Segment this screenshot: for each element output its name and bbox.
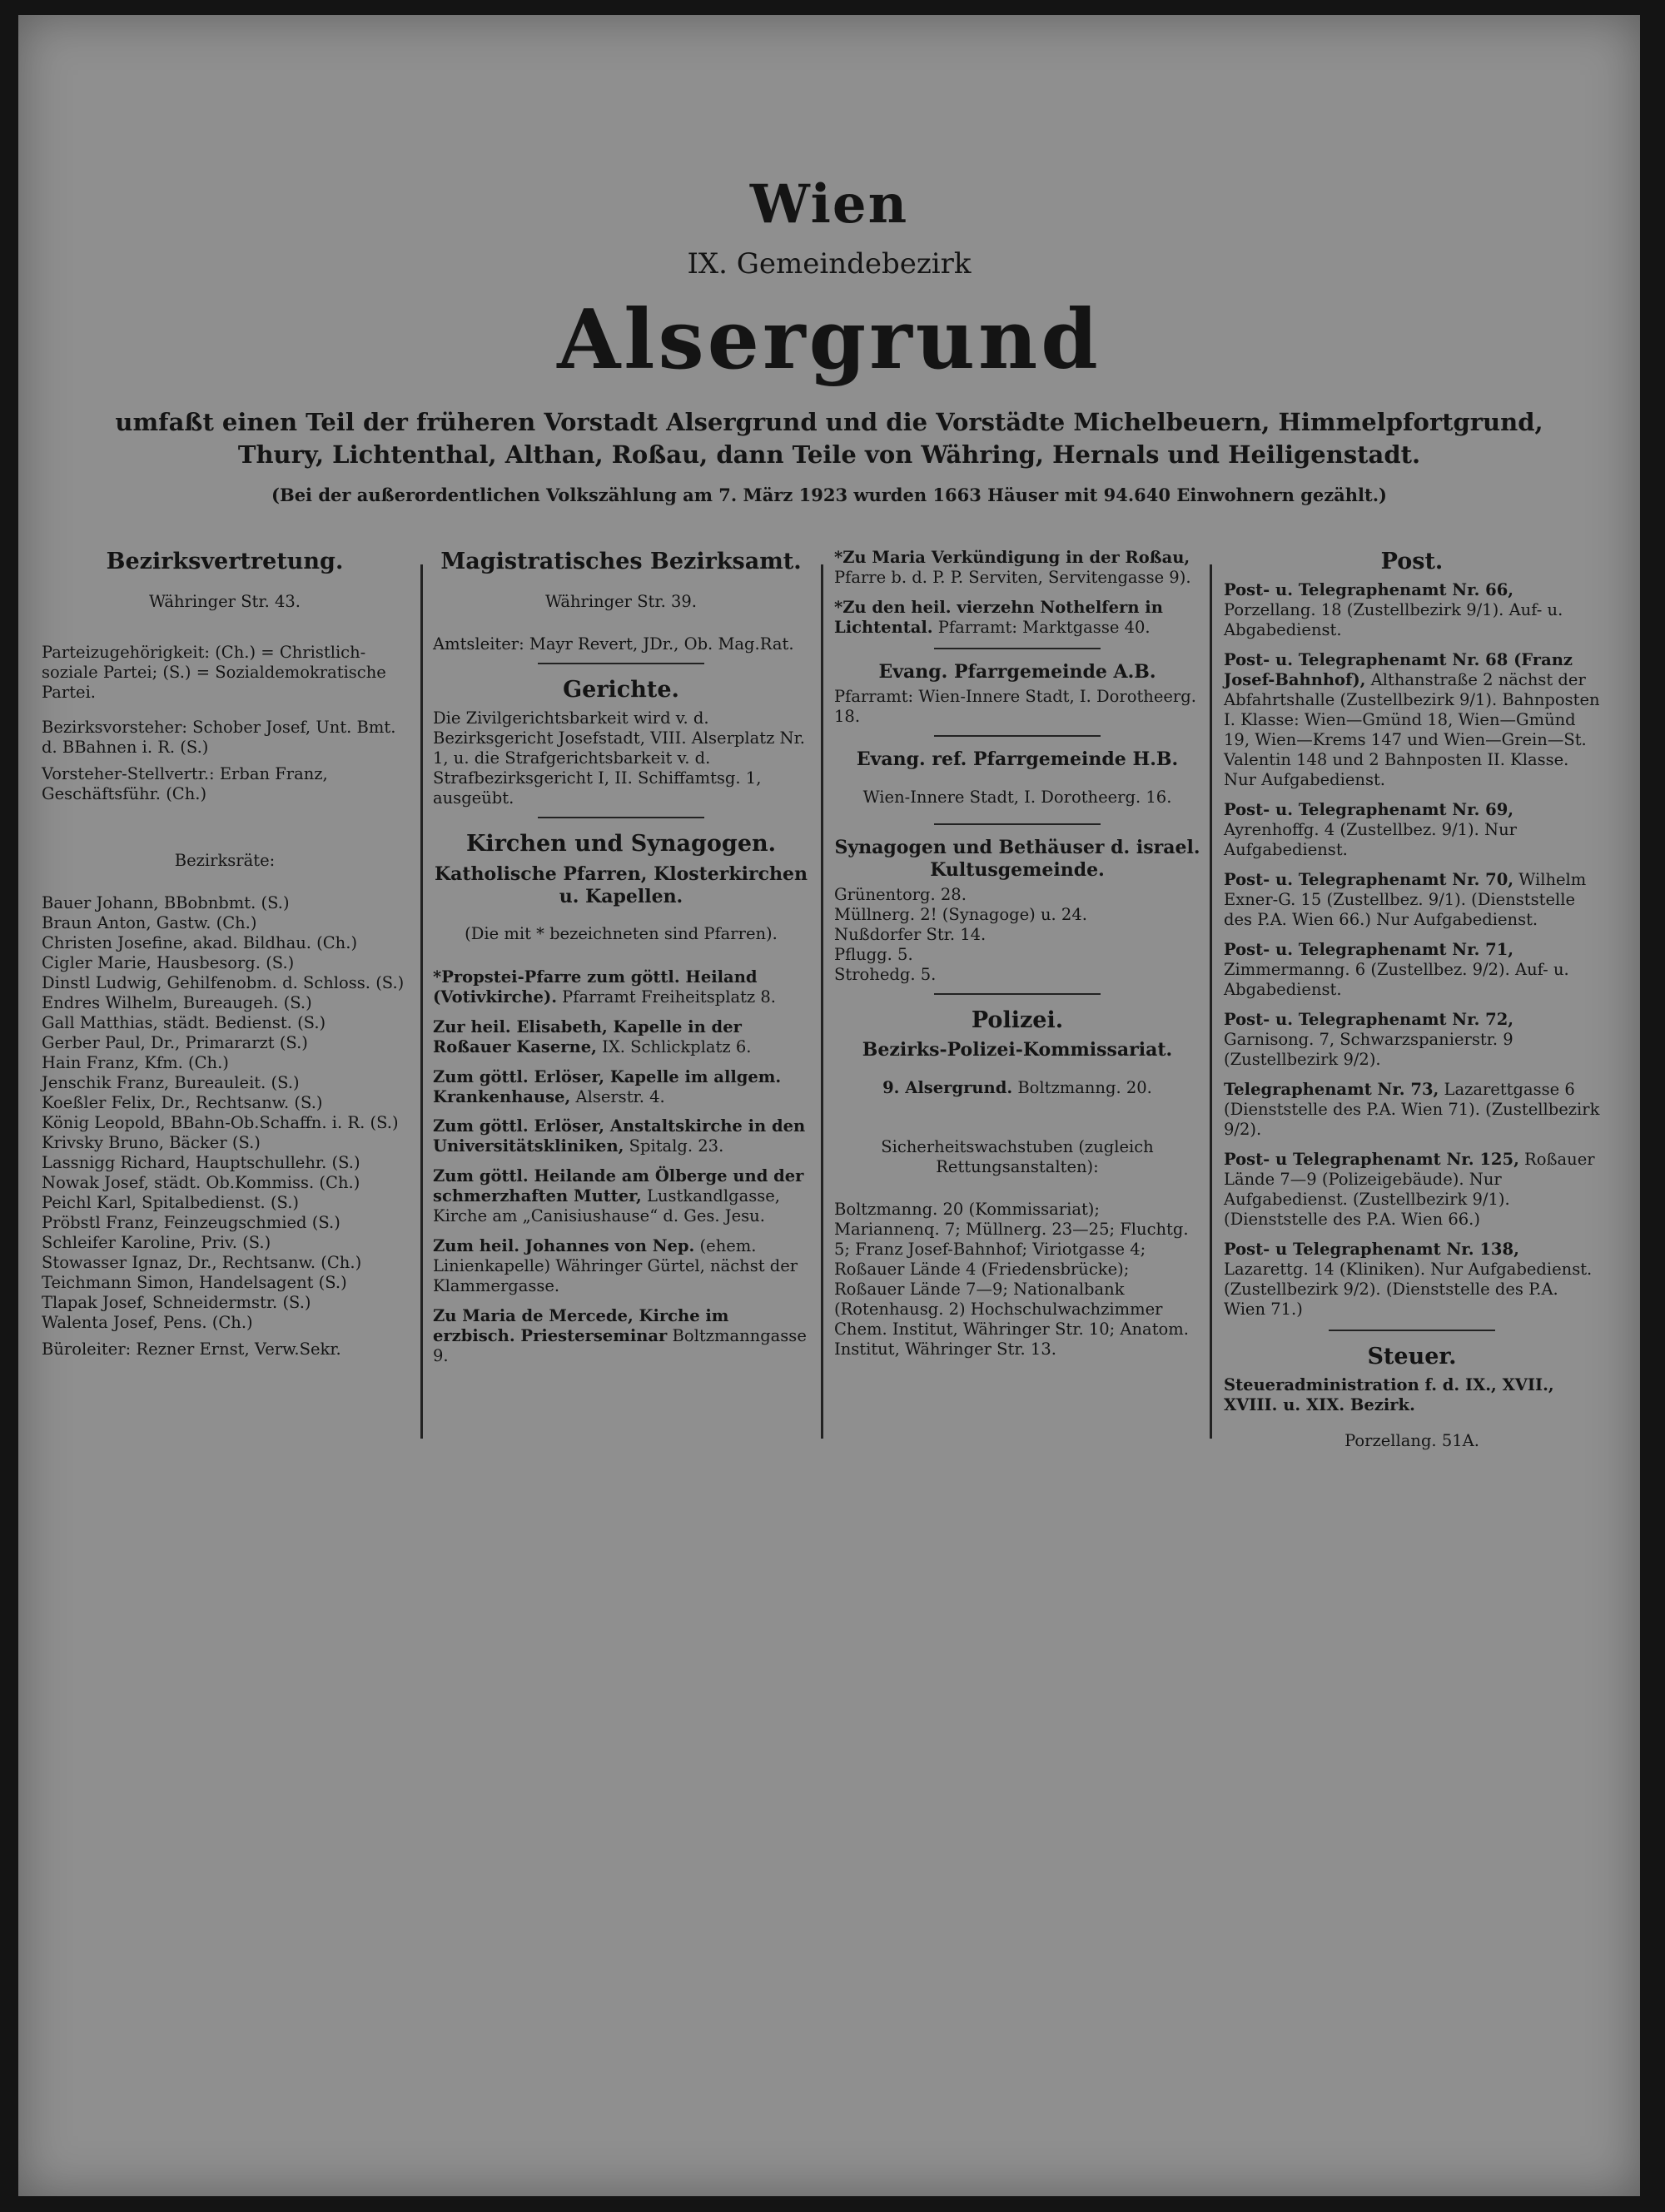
entry-details: Roßauer Lände 7—9 (Polizeigebäude). Nur Aufgabedienst. (Zustellbezirk 9/1). (Dienststelle des P.A. Wien 66.)	[1224, 1149, 1595, 1229]
council-member: Gall Matthias, städt. Bedienst. (S.)	[42, 1012, 326, 1032]
evang-ab-text: Pfarramt: Wien-Innere Stadt, I. Dorotheerg. 18.	[834, 686, 1196, 726]
section-title: Bezirksvertretung.	[106, 549, 344, 574]
council-member: Koeßler Felix, Dr., Rechtsanw. (S.)	[42, 1092, 323, 1112]
entry-details: Lazarettgasse 6 (Dienststelle des P.A. Wien 71). (Zustellbezirk 9/2).	[1224, 1079, 1600, 1139]
council-member: Bauer Johann, BBobnbmt. (S.)	[42, 893, 290, 913]
entry-details: Pfarramt: Marktgasse 40.	[932, 617, 1151, 637]
church-entry	[834, 598, 1200, 638]
church-entry	[433, 967, 809, 1007]
entry-details: Lustkandlgasse, Kirche am „Canisiushause“ d. Ges. Jesu.	[433, 1186, 780, 1226]
synagogue-address: Grünentorg. 28.	[834, 885, 967, 905]
post-office-entry	[1224, 650, 1600, 790]
district-name: Alsergrund	[557, 292, 1101, 388]
column-divider	[420, 564, 423, 1439]
post-office-entry	[1224, 1240, 1600, 1320]
entry-name: Zu Maria de Mercede, Kirche im erzbisch. Priesterseminar	[433, 1306, 729, 1346]
church-entry	[433, 1236, 809, 1296]
section-title: Gerichte.	[563, 677, 679, 703]
entry-details: Garnisong. 7, Schwarzspanierstr. 9 (Zustellbezirk 9/2).	[1224, 1029, 1513, 1069]
church-list-continued	[834, 548, 1200, 638]
entry-details: (ehem. Linienkapelle) Währinger Gürtel, nächst der Klammergasse.	[433, 1236, 798, 1296]
church-entry	[433, 1306, 809, 1366]
column-district-council	[42, 548, 408, 1472]
divider	[538, 817, 704, 818]
entry-details: Lazarettg. 14 (Kliniken). Nur Aufgabedienst. (Zustellbezirk 9/2). (Dienststelle des P.A. Wien 71.)	[1224, 1259, 1593, 1319]
subsection-title: Evang. Pfarrgemeinde A.B.	[878, 660, 1156, 683]
entry-name: Zum göttl. Heilande am Ölberge und der schmerzhaften Mutter,	[433, 1166, 804, 1206]
subsection-title: Synagogen und Bethäuser d. israel. Kultusgemeinde.	[834, 836, 1200, 882]
church-entry	[433, 1067, 809, 1107]
entry-details: Althanstraße 2 nächst der Abfahrtshalle (Zustellbezirk 9/1). Bahnposten I. Klasse: Wien—Gmünd 18, Wien—Gmünd 19, Wien—Krems 147 und Wien—Grein—St. Valentin 148 und 2 Bahnposten II. Klasse. Nur Aufgabedienst.	[1224, 670, 1600, 790]
section-title: Polizei.	[971, 1007, 1064, 1033]
divider	[538, 663, 704, 664]
section-title: Steuer.	[1367, 1343, 1457, 1369]
column-post-tax	[1224, 548, 1600, 1472]
guards-title: Sicherheitswachstuben (zugleich Rettungsanstalten):	[881, 1136, 1154, 1176]
post-office-entry	[1224, 1080, 1600, 1140]
council-member: Stowasser Ignaz, Dr., Rechtsanw. (Ch.)	[42, 1252, 362, 1272]
post-office-entry	[1224, 800, 1600, 860]
post-office-entry	[1224, 870, 1600, 930]
council-member: Nowak Josef, städt. Ob.Kommiss. (Ch.)	[42, 1172, 360, 1192]
post-office-entry	[1224, 940, 1600, 1000]
council-member: Teichmann Simon, Handelsagent (S.)	[42, 1272, 347, 1292]
synagogue-address: Müllnerg. 2! (Synagoge) u. 24.	[834, 905, 1087, 925]
police-street: Boltzmanng. 20.	[1012, 1077, 1152, 1097]
divider	[1329, 1330, 1495, 1331]
entry-name: Telegraphenamt Nr. 73,	[1224, 1079, 1439, 1099]
entry-name: Post- u. Telegraphenamt Nr. 68 (Franz Josef-Bahnhof),	[1224, 650, 1573, 690]
directory-page	[18, 15, 1640, 2196]
church-entry	[834, 548, 1200, 588]
column-divider	[1210, 564, 1212, 1439]
synagogue-address: Pflugg. 5.	[834, 945, 913, 965]
council-member: Endres Wilhelm, Bureaugeh. (S.)	[42, 992, 312, 1012]
church-list	[433, 967, 809, 1367]
post-office-list	[1224, 580, 1600, 1319]
synagogue-address: Strohedg. 5.	[834, 965, 937, 985]
council-member: Peichl Karl, Spitalbedienst. (S.)	[42, 1192, 300, 1212]
entry-details: Porzellang. 18 (Zustellbezirk 9/1). Auf- u. Abgabedienst.	[1224, 600, 1563, 640]
section-title: Post.	[1380, 549, 1444, 574]
entry-name: Post- u. Telegraphenamt Nr. 71,	[1224, 939, 1514, 959]
magistrate-address: Währinger Str. 39.	[545, 591, 697, 611]
column-churches-police	[834, 548, 1200, 1472]
police-district: 9. Alsergrund.	[882, 1077, 1013, 1097]
council-member: Schleifer Karoline, Priv. (S.)	[42, 1232, 271, 1252]
parish-note: (Die mit * bezeichneten sind Pfarren).	[465, 924, 778, 944]
council-member: Hain Franz, Kfm. (Ch.)	[42, 1052, 229, 1072]
entry-name: Post- u. Telegraphenamt Nr. 69,	[1224, 800, 1514, 820]
synagogue-list	[834, 885, 1200, 985]
column-magistrate	[433, 548, 809, 1472]
post-office-entry	[1224, 580, 1600, 640]
entry-name: Post- u. Telegraphenamt Nr. 70,	[1224, 870, 1514, 889]
courts-text: Die Zivilgerichtsbarkeit wird v. d. Bezirksgericht Josefstadt, VIII. Alserplatz Nr. 1, u. die Strafgerichtsbarkeit v. d. Strafbezirksgericht I, II. Schiffamtsg. 1, ausgeübt.	[433, 708, 805, 808]
council-member: Lassnigg Richard, Hauptschullehr. (S.)	[42, 1152, 360, 1172]
church-entry	[433, 1017, 809, 1057]
entry-details: IX. Schlickplatz 6.	[596, 1036, 752, 1056]
divider	[934, 648, 1101, 649]
entry-name: Post- u. Telegraphenamt Nr. 72,	[1224, 1009, 1514, 1029]
page-header	[18, 173, 1640, 505]
city-title: Wien	[749, 173, 909, 236]
columns	[42, 548, 1600, 1472]
entry-name: *Zu den heil. vierzehn Nothelfern in Lichtental.	[834, 597, 1163, 637]
church-entry	[433, 1166, 809, 1226]
district-description: umfaßt einen Teil der früheren Vorstadt Alsergrund und die Vorstädte Michelbeuern, Himmelpfortgrund, Thury, Lichtenthal, Althan, Roßau, dann Teile von Währing, Hernals und Heiligenstadt.	[115, 408, 1543, 470]
entry-name: Post- u Telegraphenamt Nr. 125,	[1224, 1149, 1519, 1169]
section-title: Kirchen und Synagogen.	[465, 831, 777, 857]
entry-details: Spitalg. 23.	[624, 1136, 724, 1156]
district-chairman: Bezirksvorsteher: Schober Josef, Unt. Bmt. d. BBahnen i. R. (S.)	[42, 718, 396, 758]
council-member: Cigler Marie, Hausbesorg. (S.)	[42, 953, 295, 973]
entry-details: Ayrenhoffg. 4 (Zustellbez. 9/1). Nur Aufgabedienst.	[1224, 820, 1517, 860]
entry-details: Boltzmanngasse 9.	[433, 1326, 807, 1366]
synagogue-address: Nußdorfer Str. 14.	[834, 925, 987, 945]
divider	[934, 823, 1101, 825]
church-entry	[433, 1116, 809, 1156]
councils-title: Bezirksräte:	[174, 850, 276, 870]
divider	[934, 993, 1101, 995]
entry-name: Zum heil. Johannes von Nep.	[433, 1236, 695, 1256]
guards-text: Boltzmanng. 20 (Kommissariat); Mariannenq. 7; Müllnerg. 23—25; Fluchtg. 5; Franz Josef-Bahnhof; Viriotgasse 4; Roßauer Lände 4 (Friedensbrücke); Roßauer Lände 7—9; Nationalbank (Rotenhausg. 2) Hochschulwachzimmer Chem. Institut, Währinger Str. 10; Anatom. Institut, Währinger Str. 13.	[834, 1200, 1189, 1360]
post-office-entry	[1224, 1010, 1600, 1070]
police-office: Bezirks-Polizei-Kommissariat.	[862, 1039, 1173, 1061]
entry-name: Post- u. Telegraphenamt Nr. 66,	[1224, 580, 1514, 600]
council-member: Braun Anton, Gastw. (Ch.)	[42, 913, 257, 933]
council-member: Pröbstl Franz, Feinzeugschmied (S.)	[42, 1212, 340, 1232]
entry-name: Post- u Telegraphenamt Nr. 138,	[1224, 1239, 1519, 1259]
subsection-title: Katholische Pfarren, Klosterkirchen u. Kapellen.	[435, 862, 808, 907]
council-address: Währinger Str. 43.	[149, 591, 301, 611]
entry-details: Alserstr. 4.	[570, 1086, 665, 1106]
council-member: Christen Josefine, akad. Bildhau. (Ch.)	[42, 933, 358, 953]
entry-name: *Zu Maria Verkündigung in der Roßau,	[834, 548, 1190, 567]
entry-details: Pfarre b. d. P. P. Serviten, Servitengasse 9).	[834, 567, 1191, 587]
magistrate-head: Amtsleiter: Mayr Revert, JDr., Ob. Mag.Rat.	[433, 634, 794, 654]
entry-name: Zum göttl. Erlöser, Anstaltskirche in den Universitätskliniken,	[433, 1116, 806, 1156]
council-list	[42, 893, 408, 1333]
tax-address: Porzellang. 51A.	[1344, 1431, 1479, 1451]
post-office-entry	[1224, 1150, 1600, 1230]
divider	[934, 735, 1101, 737]
entry-name: Zum göttl. Erlöser, Kapelle im allgem. Krankenhause,	[433, 1066, 782, 1106]
entry-name: Zur heil. Elisabeth, Kapelle in der Roßauer Kaserne,	[433, 1017, 742, 1056]
column-divider	[821, 564, 823, 1439]
evang-hb-text: Wien-Innere Stadt, I. Dorotheerg. 16.	[862, 787, 1172, 807]
entry-details: Wilhelm Exner-G. 15 (Zustellbez. 9/1). (Dienststelle des P.A. Wien 66.) Nur Aufgabedienst.	[1224, 870, 1587, 929]
council-member: König Leopold, BBahn-Ob.Schaffn. i. R. (S.)	[42, 1112, 399, 1132]
office-head: Büroleiter: Rezner Ernst, Verw.Sekr.	[42, 1339, 341, 1359]
deputy-chairman: Vorsteher-Stellvertr.: Erban Franz, Geschäftsführ. (Ch.)	[42, 764, 328, 804]
tax-office: Steueradministration f. d. IX., XVII., XVIII. u. XIX. Bezirk.	[1224, 1374, 1554, 1414]
section-title: Magistratisches Bezirksamt.	[440, 549, 802, 574]
council-member: Walenta Josef, Pens. (Ch.)	[42, 1312, 253, 1332]
council-member: Krivsky Bruno, Bäcker (S.)	[42, 1132, 261, 1152]
police-address	[834, 1078, 1200, 1098]
subsection-title: Evang. ref. Pfarrgemeinde H.B.	[856, 748, 1179, 770]
party-legend: Parteizugehörigkeit: (Ch.) = Christlich-soziale Partei; (S.) = Sozialdemokratische Partei.	[42, 643, 386, 703]
census-note: (Bei der außerordentlichen Volkszählung am 7. März 1923 wurden 1663 Häuser mit 94.640 Einwohnern gezählt.)	[271, 485, 1387, 506]
council-member: Dinstl Ludwig, Gehilfenobm. d. Schloss. (S.)	[42, 973, 405, 992]
district-number: IX. Gemeindebezirk	[687, 247, 972, 281]
council-member: Gerber Paul, Dr., Primararzt (S.)	[42, 1032, 308, 1052]
council-member: Tlapak Josef, Schneidermstr. (S.)	[42, 1292, 311, 1312]
council-member: Jenschik Franz, Bureauleit. (S.)	[42, 1072, 300, 1092]
entry-name: *Propstei-Pfarre zum göttl. Heiland (Votivkirche).	[433, 967, 758, 1007]
entry-details: Zimmermanng. 6 (Zustellbez. 9/2). Auf- u. Abgabedienst.	[1224, 959, 1569, 999]
entry-details: Pfarramt Freiheitsplatz 8.	[556, 987, 777, 1007]
